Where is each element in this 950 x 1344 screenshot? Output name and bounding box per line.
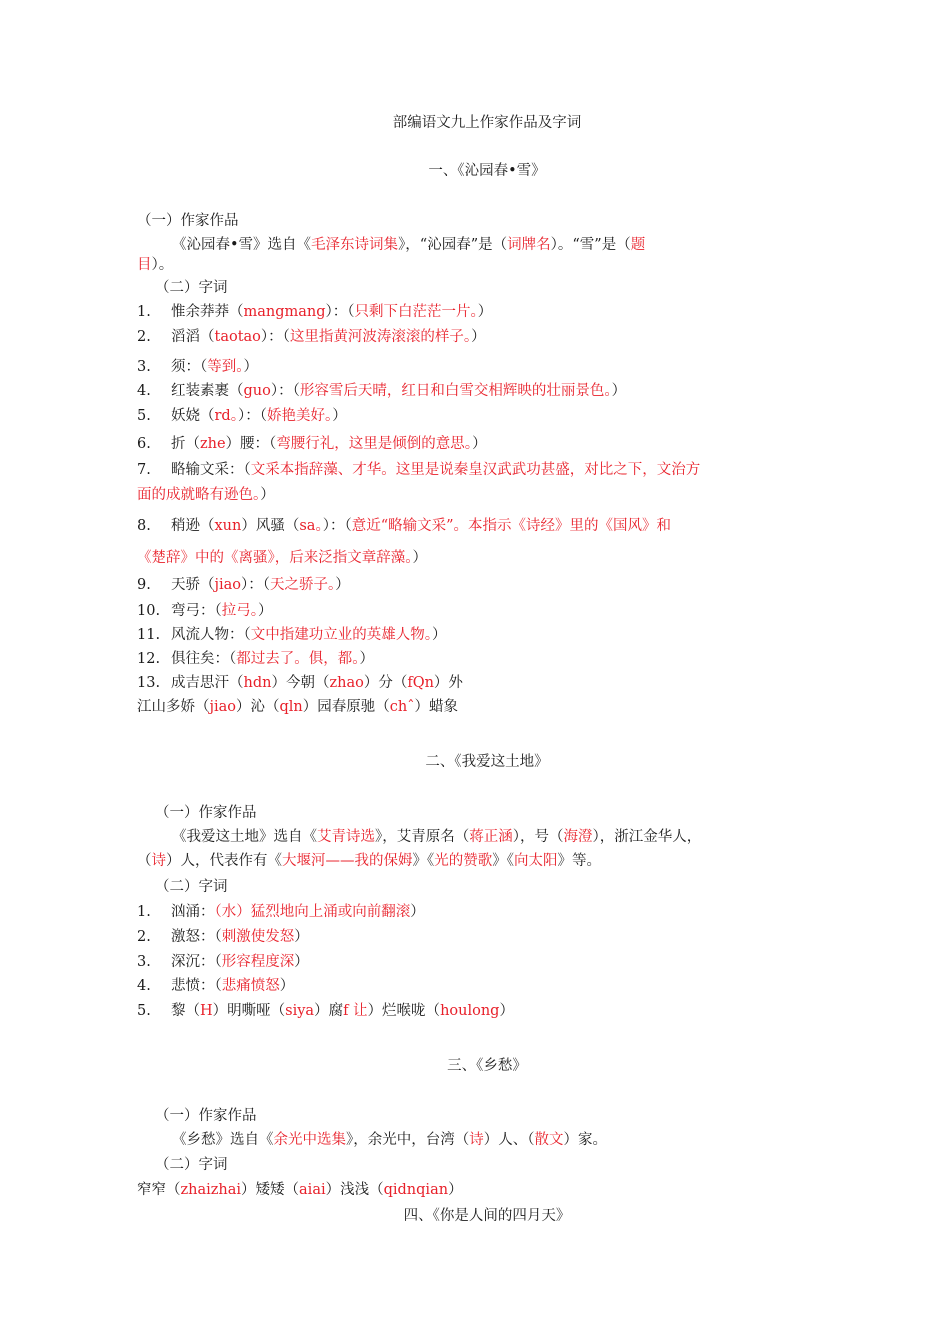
s1-item-2: 2. 滔滔（taotao）：（这里指黄河波涛滚滚的样子。） (137, 329, 486, 345)
s3-words-label: （二）字词 (155, 1157, 228, 1173)
section-2-heading: 二、《我爱这土地》 (425, 754, 549, 770)
s1-item-7: 7. 略输文采：（文采本指辞藻、才华。这里是说秦皇汉武武功甚盛，对比之下，文治方 (137, 462, 701, 478)
s1-item-11: 11. 风流人物：（文中指建功立业的英雄人物。） (137, 627, 447, 643)
s1-works-label: （一）作家作品 (137, 213, 239, 229)
s1-item-6: 6. 折（zhe）腰：（弯腰行礼，这里是倾倒的意思。） (137, 436, 487, 452)
s1-item-4: 4. 红装素裹（guo）：（形容雪后天晴，红日和白雪交相辉映的壮丽景色。） (137, 383, 627, 399)
s2-words-label: （二）字词 (155, 879, 228, 895)
s1-words-label: （二）字词 (155, 280, 228, 296)
s2-works-line-2: （诗）人，代表作有《大堰河——我的保姆》《光的赞歌》《向太阳》等。 (137, 853, 601, 869)
s1-item-12: 12. 俱往矣：（都过去了。俱，都。） (137, 651, 374, 667)
s2-works-line-1: 《我爱这土地》选自《艾青诗选》，艾青原名（蒋正涵），号（海澄），浙江金华人， (172, 829, 702, 845)
s1-item-7-cont: 面的成就略有逊色。） (137, 487, 275, 503)
s3-works-label: （一）作家作品 (155, 1108, 257, 1124)
s2-works-label: （一）作家作品 (155, 805, 257, 821)
s3-works-line-1: 《乡愁》选自《余光中选集》，余光中，台湾（诗）人、（散文）家。 (172, 1132, 607, 1148)
s2-item-3: 3. 深沉：（形容程度深） (137, 954, 309, 970)
s1-item-9: 9. 天骄（jiao）：（天之骄子。） (137, 577, 350, 593)
s1-item-1: 1. 惟余莽莽（mangmang）：（只剩下白茫茫一片。） (137, 304, 493, 320)
s2-item-2: 2. 激怒：（刺激使发怒） (137, 929, 309, 945)
section-3-heading: 三、《乡愁》 (447, 1058, 527, 1074)
s1-item-3: 3. 须：（等到。） (137, 359, 258, 375)
document-title: 部编语文九上作家作品及字词 (392, 115, 582, 131)
section-4-heading: 四、《你是人间的四月天》 (403, 1208, 571, 1224)
s1-item-8-cont: 《楚辞》中的《离骚》，后来泛指文章辞藻。） (137, 550, 427, 566)
s1-item-8: 8. 稍逊（xun）风骚（sa。）：（意近“略输文采”。本指示《诗经》里的《国风》和 (137, 518, 672, 534)
s2-item-4: 4. 悲愤：（悲痛愤怒） (137, 978, 295, 994)
s1-item-5: 5. 妖娆（rd。）：（娇艳美好。） (137, 408, 347, 424)
s1-last-line: 江山多娇（jiao）沁（qln）园春原驰（chˆ）蜡象 (137, 699, 458, 715)
s1-item-10: 10. 弯弓：（拉弓。） (137, 603, 273, 619)
section-1-heading: 一、《沁园春•雪》 (428, 163, 546, 179)
s2-item-5: 5. 黎（H）明嘶哑（siya）腐f 让）烂喉咙（houlong） (137, 1003, 514, 1019)
s1-item-13: 13. 成吉思汗（hdn）今朝（zhao）分（fQn）外 (137, 675, 463, 691)
s3-words-line: 窄窄（zhaizhai）矮矮（aiai）浅浅（qidnqian） (137, 1182, 463, 1198)
s1-works-line-1: 《沁园春•雪》选自《毛泽东诗词集》，“沁园春”是（词牌名）。“雪”是（题 (172, 237, 646, 253)
s2-item-1: 1. 汹涌：（水）猛烈地向上涌或向前翻滚） (137, 904, 425, 920)
s1-works-line-2: 目）。 (137, 257, 174, 273)
